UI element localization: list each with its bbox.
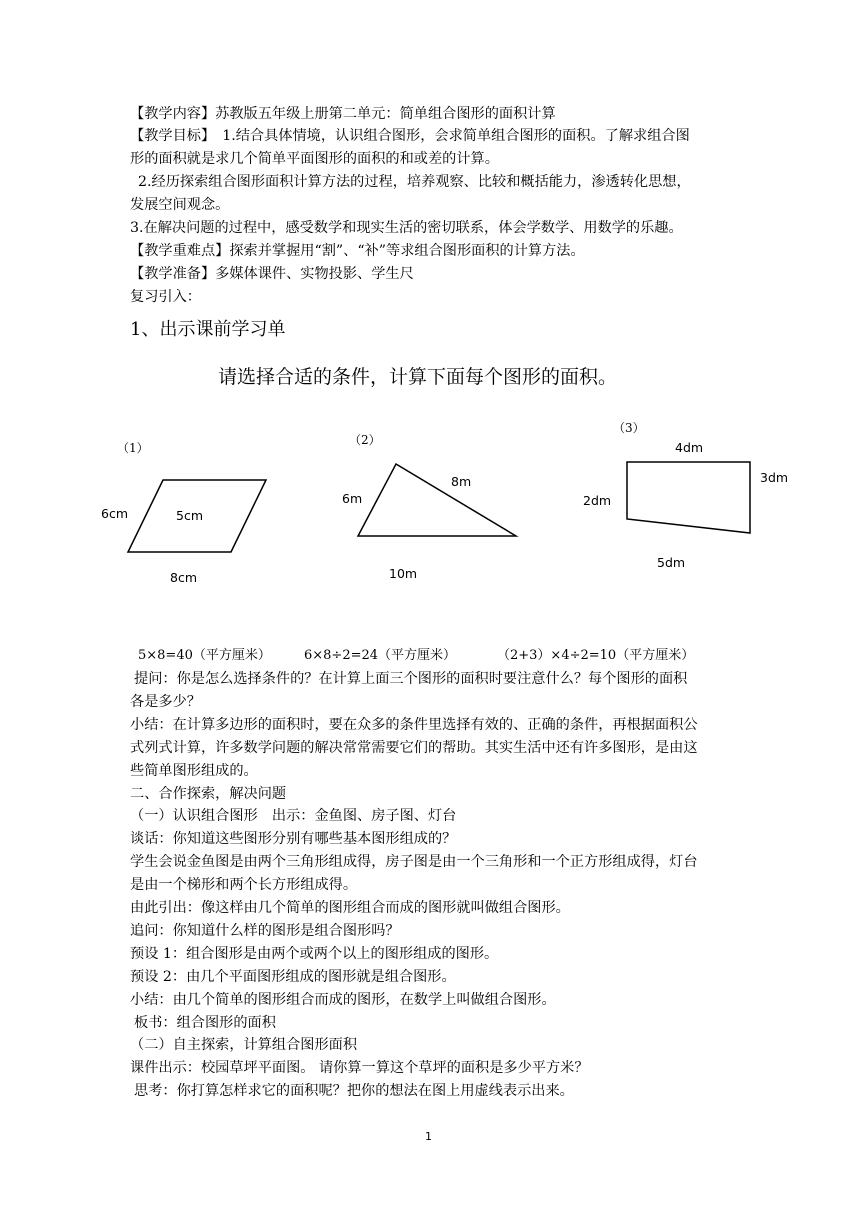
question-line-1: 提问：你是怎么选择条件的？在计算上面三个图形的面积时要注意什么？每个图形的面积 xyxy=(134,671,688,687)
summary-line-3: 些简单图形组成的。 xyxy=(130,763,258,779)
section2-heading: 二、合作探索，解决问题 xyxy=(130,786,287,802)
subsection1-line: （一）认识组合图形 出示：金鱼图、房子图、灯台 xyxy=(130,808,457,824)
teaching-goal-line-5: 3.在解决问题的过程中，感受数学和现实生活的密切联系，体会学数学、用数学的乐趣。 xyxy=(130,220,683,236)
summary-line-1: 小结：在计算多边形的面积时，要在众多的条件里选择有效的、正确的条件，再根据面积公 xyxy=(130,717,698,733)
fig2-index: （2） xyxy=(349,433,381,447)
formula-parallelogram: 5×8=40（平方厘米） xyxy=(138,648,271,663)
courseware-line: 课件出示：校园草坪平面图。 请你算一算这个草坪的面积是多少平方米？ xyxy=(130,1060,589,1076)
fig3-right-label: 3dm xyxy=(760,470,789,485)
lead-in-line: 由此引出：像这样由几个简单的图形组合而成的图形就叫做组合图形。 xyxy=(130,900,570,916)
fig2-base-label: 10m xyxy=(389,566,418,581)
preset2-line: 预设 2：由几个平面图形组成的图形就是组合图形。 xyxy=(130,969,456,985)
preparation-line: 【教学准备】多媒体课件、实物投影、学生尺 xyxy=(130,266,414,282)
triangle-shape xyxy=(358,464,516,536)
section1-heading: 1、出示课前学习单 xyxy=(130,319,286,340)
fig2-right-label: 8m xyxy=(451,474,472,489)
summary-line-2: 式列式计算，许多数学问题的解决常常需要它们的帮助。其实生活中还有许多图形，是由这 xyxy=(130,740,698,756)
student-answer-line-2: 是由一个梯形和两个长方形组成得。 xyxy=(130,877,358,893)
fig3-base-label: 5dm xyxy=(657,555,686,570)
teaching-goal-line-2: 形的面积就是求几个简单平面图形的面积的和或差的计算。 xyxy=(130,151,499,167)
teaching-content-line: 【教学内容】苏教版五年级上册第二单元：简单组合图形的面积计算 xyxy=(130,106,556,122)
fig2-left-label: 6m xyxy=(342,491,363,506)
question-line-2: 各是多少？ xyxy=(130,694,201,710)
page-number: 1 xyxy=(425,1130,432,1143)
subsection2-line: （二）自主探索，计算组合图形面积 xyxy=(130,1037,358,1053)
review-intro-line: 复习引入： xyxy=(130,289,201,305)
key-points-line: 【教学重难点】探索并掌握用“割”、“补”等求组合图形面积的计算方法。 xyxy=(130,243,585,259)
summary2-line: 小结：由几个简单的图形组合而成的图形，在数学上叫做组合图形。 xyxy=(130,992,556,1008)
talk-line: 谈话：你知道这些图形分别有哪些基本图形组成的？ xyxy=(130,831,457,847)
fig3-top-label: 4dm xyxy=(675,440,704,455)
teaching-goal-line-1: 【教学目标】 1.结合具体情境，认识组合图形，会求简单组合图形的面积。了解求组合图 xyxy=(130,128,690,144)
trapezoid-shape xyxy=(627,462,750,533)
thinking-line: 思考：你打算怎样求它的面积呢？把你的想法在图上用虚线表示出来。 xyxy=(134,1083,574,1099)
fig1-side-label: 6cm xyxy=(101,506,129,521)
fig1-index: （1） xyxy=(117,441,149,455)
formula-trapezoid: （2+3）×4÷2=10（平方厘米） xyxy=(497,648,695,663)
preset1-line: 预设 1：组合图形是由两个或两个以上的图形组成的图形。 xyxy=(130,946,499,962)
fig3-left-label: 2dm xyxy=(583,493,612,508)
fig1-height-label: 5cm xyxy=(176,508,204,523)
task-title: 请选择合适的条件，计算下面每个图形的面积。 xyxy=(218,366,618,388)
fig1-base-label: 8cm xyxy=(170,570,198,585)
formula-triangle: 6×8÷2=24（平方厘米） xyxy=(304,648,457,663)
follow-up-line: 追问：你知道什么样的图形是组合图形吗？ xyxy=(130,923,400,939)
student-answer-line-1: 学生会说金鱼图是由两个三角形组成得，房子图是由一个三角形和一个正方形组成得，灯台 xyxy=(130,854,698,870)
teaching-goal-line-3: 2.经历探索组合图形面积计算方法的过程，培养观察、比较和概括能力，渗透转化思想， xyxy=(138,174,691,190)
board-note-line: 板书：组合图形的面积 xyxy=(134,1015,276,1031)
fig3-index: （3） xyxy=(613,421,645,435)
teaching-goal-line-4: 发展空间观念。 xyxy=(130,197,230,213)
